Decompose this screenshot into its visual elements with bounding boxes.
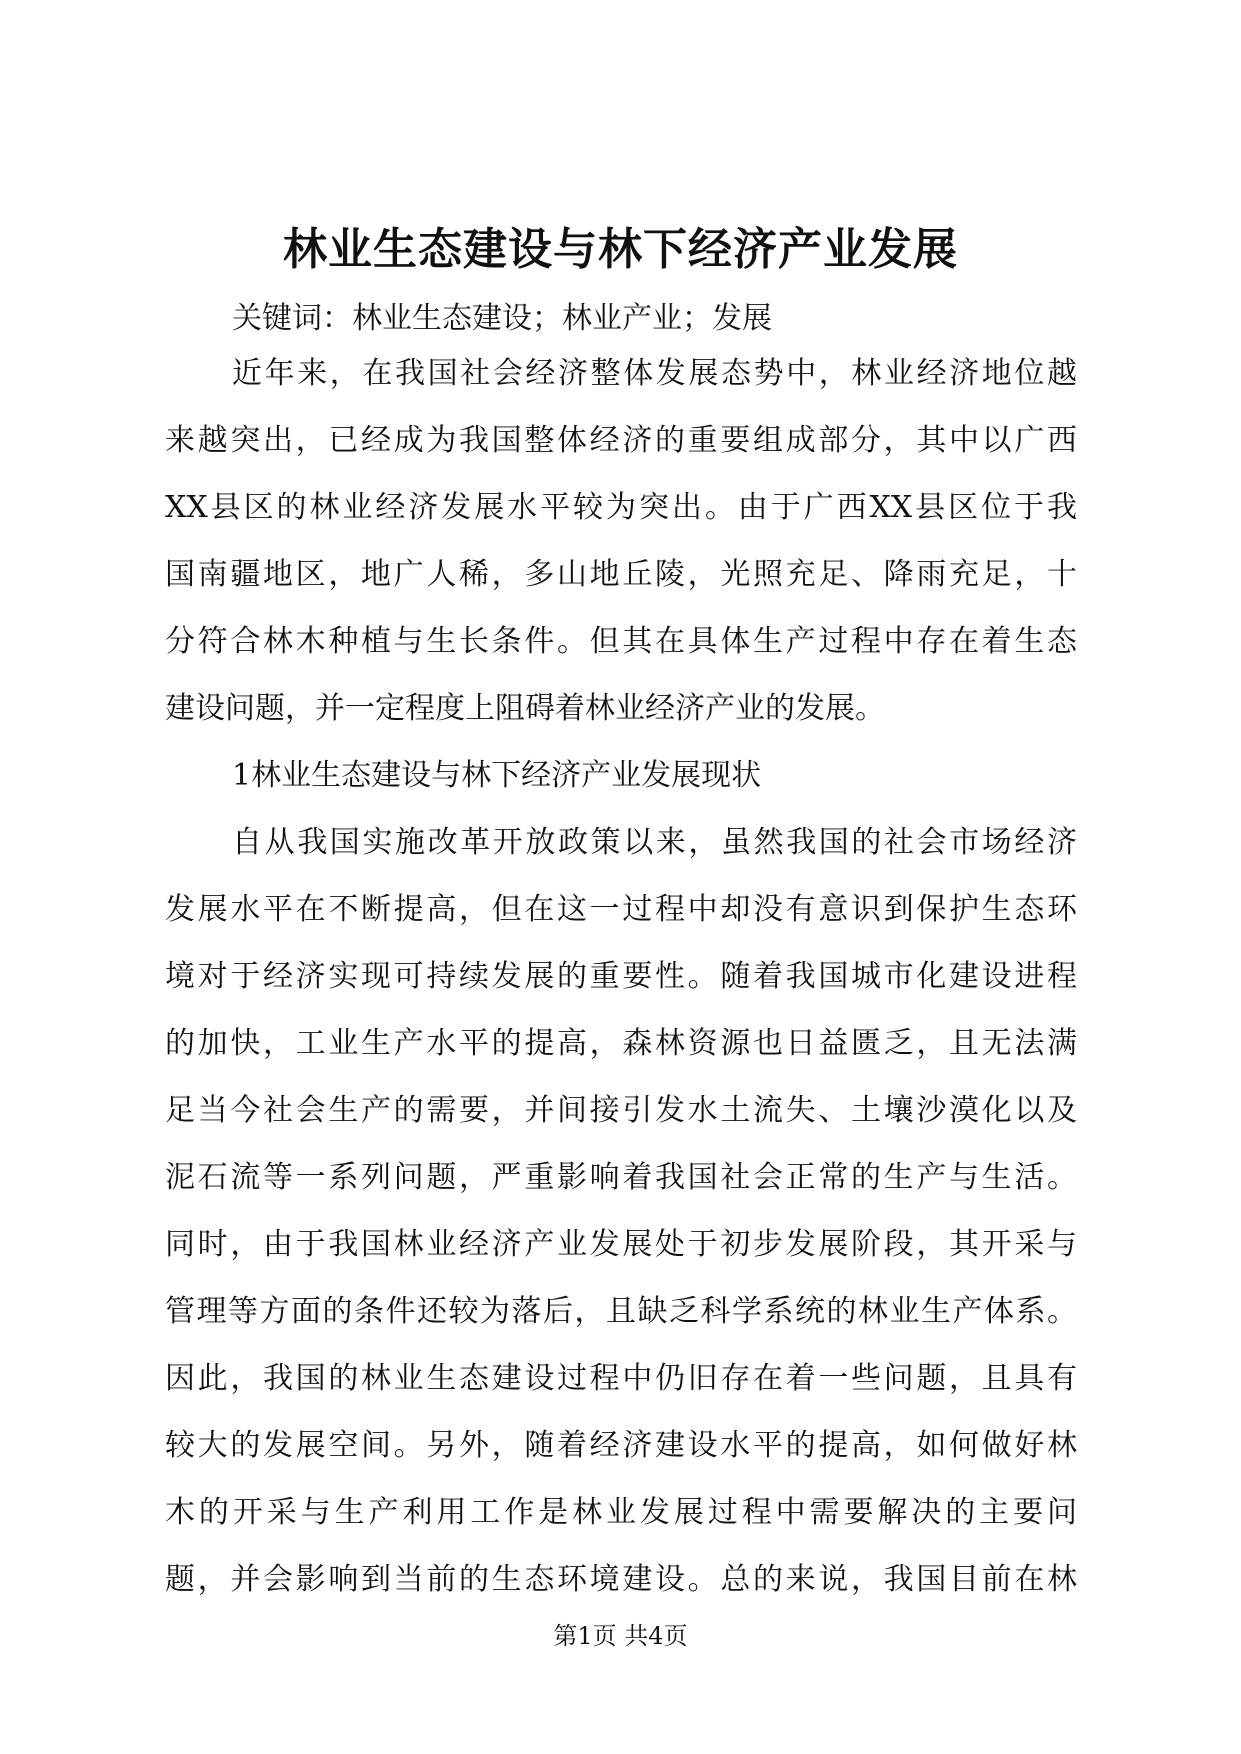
- text-line: 题，并会影响到当前的生态环境建设。总的来说，我国目前在林: [165, 1562, 1077, 1597]
- paragraph-intro: [165, 340, 1077, 742]
- text-line: 的加快，工业生产水平的提高，森林资源也日益匮乏，且无法满: [165, 1026, 1077, 1061]
- text-line: 同时，由于我国林业经济产业发展处于初步发展阶段，其开采与: [165, 1227, 1077, 1262]
- text-line: 发展水平在不断提高，但在这一过程中却没有意识到保护生态环: [165, 892, 1077, 927]
- text-line: 近年来，在我国社会经济整体发展态势中，林业经济地位越: [232, 356, 1077, 391]
- text-line: XX县区的林业经济发展水平较为突出。由于广西XX县区位于我: [165, 490, 1077, 525]
- text-line: 因此，我国的林业生态建设过程中仍旧存在着一些问题，且具有: [165, 1361, 1077, 1396]
- text-line: 足当今社会生产的需要，并间接引发水土流失、土壤沙漠化以及: [165, 1093, 1077, 1128]
- text-line: 自从我国实施改革开放政策以来，虽然我国的社会市场经济: [232, 825, 1077, 860]
- text-line: 管理等方面的条件还较为落后，且缺乏科学系统的林业生产体系。: [165, 1294, 1077, 1329]
- text-line: 建设问题，并一定程度上阻碍着林业经济产业的发展。: [165, 691, 885, 726]
- text-line: 木的开采与生产利用工作是林业发展过程中需要解决的主要问: [165, 1495, 1077, 1530]
- document-title: 林业生态建设与林下经济产业发展: [283, 224, 958, 275]
- page-number-footer: 第1页 共4页: [553, 1622, 688, 1650]
- text-line: 国南疆地区，地广人稀，多山地丘陵，光照充足、降雨充足，十: [165, 557, 1077, 592]
- keywords-line: 关键词：林业生态建设；林业产业；发展: [232, 301, 772, 336]
- section-heading: 1林业生态建设与林下经济产业发展现状: [232, 758, 762, 793]
- section-heading-block: [165, 742, 1077, 809]
- text-line: 境对于经济实现可持续发展的重要性。随着我国城市化建设进程: [165, 959, 1077, 994]
- text-line: 分符合林木种植与生长条件。但其在具体生产过程中存在着生态: [165, 624, 1077, 659]
- text-line: 较大的发展空间。另外，随着经济建设水平的提高，如何做好林: [165, 1428, 1077, 1463]
- text-line: 泥石流等一系列问题，严重影响着我国社会正常的生产与生活。: [165, 1160, 1077, 1195]
- paragraph-current-status: [165, 809, 1077, 1613]
- text-line: 来越突出，已经成为我国整体经济的重要组成部分，其中以广西: [165, 423, 1077, 458]
